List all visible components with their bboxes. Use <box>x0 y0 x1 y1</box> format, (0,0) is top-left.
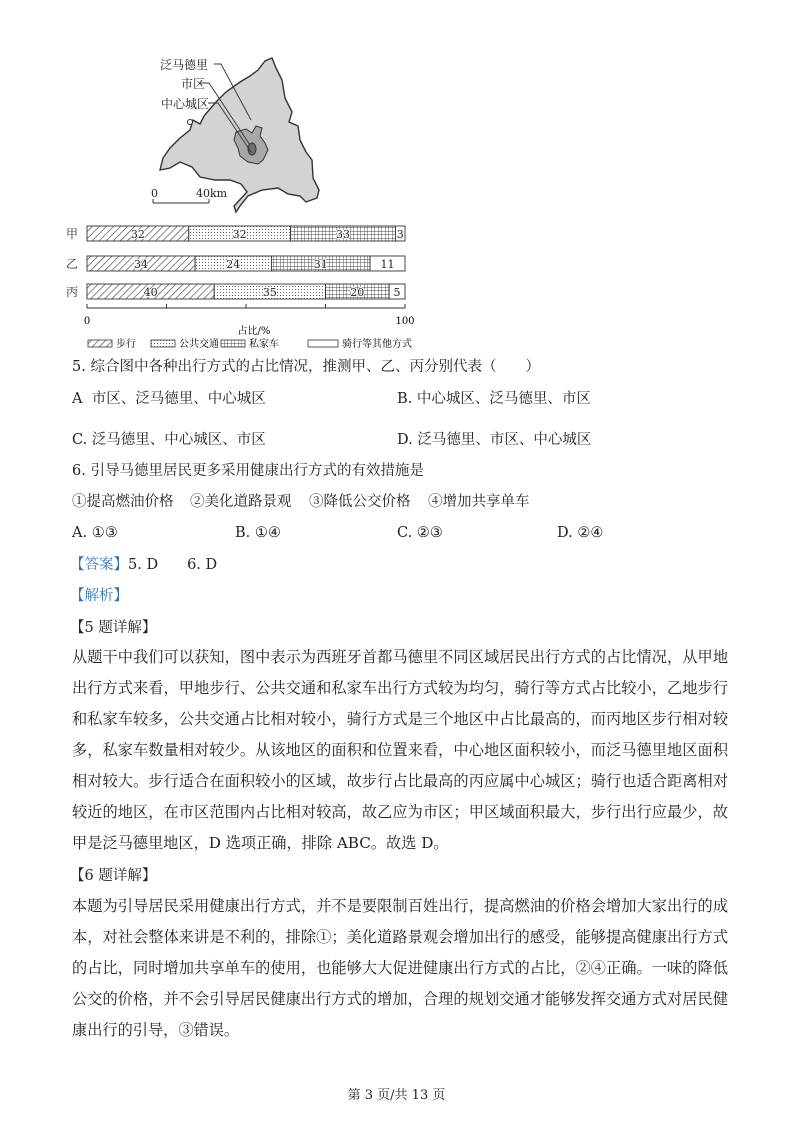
q5-option-c[interactable] <box>72 430 266 450</box>
detail6-title: 【6 题详解】 <box>70 868 157 884</box>
data-label: 33 <box>335 228 350 241</box>
option-label: D. <box>397 432 413 448</box>
detail5-body: 从题干中我们可以获知，图中表示为西班牙首都马德里不同区域居民出行方式的占比情况，从甲地出行方式来看，甲地步行、公共交通和私家车出行方式较为均匀，骑行等方式占比较小，乙地步行和私家车较多，公共交通占比相对较小，骑行方式是三个地区中占比最高的，而丙地区步行相对较多，私家车数量相对较少。从该地区的面积和位置来看，中心地区面积较小，而泛马德里地区面积相对较大。步行适合在面积较小的区域，故步行占比最高的丙应属中心城区；骑行也适合距离相对较近的地区，在市区范围内占比相对较高，故乙应为市区；甲区域面积最大，步行出行应最少，故甲是泛马德里地区，D 选项正确，排除 ABC。故选 D。 <box>72 648 728 852</box>
detail5-title: 【5 题详解】 <box>70 620 157 636</box>
scale-end: 40km <box>196 187 228 200</box>
option-text: 中心城区、泛马德里、市区 <box>416 391 591 407</box>
data-label: 3 <box>396 228 404 241</box>
travel-mode-chart <box>0 0 793 360</box>
q6-stem: 6. 引导马德里居民更多采用健康出行方式的有效措施是 <box>72 463 424 479</box>
category-label: 甲 <box>66 227 79 241</box>
option-text: 泛马德里、市区、中心城区 <box>417 432 592 448</box>
q6-option-c[interactable]: C. ②③ <box>397 525 443 541</box>
data-label: 20 <box>350 286 365 299</box>
q6-option-b[interactable]: B. ①④ <box>235 525 281 541</box>
q6-option-a[interactable]: A. ①③ <box>72 525 118 541</box>
detail6-body: 本题为引导居民采用健康出行方式，并不是要限制百姓出行，提高燃油的价格会增加大家出行的成本，对社会整体来讲是不利的，排除①；美化道路景观会增加出行的感受，能够提高健康出行方式的占比，同时增加共享单车的使用，也能够大大促进健康出行方式的占比，②④正确。一味的降低公交的价格，并不会引导居民健康出行方式的增加，合理的规划交通才能够发挥交通方式对居民健康出行的引导，③错误。 <box>72 897 728 1039</box>
data-label: 31 <box>313 258 328 271</box>
legend-label: 步行 <box>116 339 136 350</box>
q6-item-1: ①提高燃油价格 <box>72 494 174 510</box>
legend-label: 私家车 <box>249 339 279 350</box>
q6-item-2: ②美化道路景观 <box>190 494 292 510</box>
q5-option-d[interactable] <box>397 430 591 450</box>
legend-label: 骑行等其他方式 <box>342 339 412 350</box>
answer-tag: 【答案】 <box>70 557 128 573</box>
data-label: 40 <box>143 286 158 299</box>
answer-line <box>70 555 217 575</box>
map-label-pan-madrid: 泛马德里 <box>160 58 209 72</box>
legend-swatch <box>221 340 245 347</box>
x-tick-label: 0 <box>83 316 91 327</box>
data-label: 24 <box>226 258 241 271</box>
option-text: 泛马德里、中心城区、市区 <box>91 432 266 448</box>
x-tick-label: 100 <box>395 316 415 327</box>
map-label-central-district: 中心城区 <box>161 97 210 111</box>
legend-swatch <box>151 340 175 347</box>
x-axis-label: 占比/% <box>237 326 271 337</box>
data-label: 11 <box>380 258 395 271</box>
q5-option-b[interactable] <box>397 389 591 409</box>
q5-stem: 5. 综合图中各种出行方式的占比情况，推测甲、乙、丙分别代表（ ） <box>72 359 540 375</box>
page-footer: 第 3 页/共 13 页 <box>347 1088 446 1103</box>
q6-item-4: ④增加共享单车 <box>428 494 530 510</box>
category-label: 乙 <box>66 257 79 271</box>
q6-item-3: ③降低公交价格 <box>309 494 411 510</box>
data-label: 34 <box>134 258 149 271</box>
analysis-tag: 【解析】 <box>70 588 128 604</box>
option-text: 市区、泛马德里、中心城区 <box>91 391 266 407</box>
q5-option-a[interactable] <box>72 389 266 409</box>
option-label: C. <box>72 432 88 448</box>
data-label: 32 <box>130 228 145 241</box>
legend-label: 公共交通 <box>179 339 219 350</box>
scale-start: 0 <box>151 187 158 200</box>
option-label: A <box>72 391 83 407</box>
legend-swatch <box>308 340 338 347</box>
answer-text: 5. D 6. D <box>128 557 218 573</box>
data-label: 32 <box>232 228 247 241</box>
data-label: 35 <box>262 286 277 299</box>
category-label: 丙 <box>66 285 79 299</box>
q6-option-d[interactable]: D. ②④ <box>557 525 604 541</box>
data-label: 5 <box>393 286 401 299</box>
map-label-city: 市区 <box>181 77 206 91</box>
option-label: B. <box>397 391 413 407</box>
legend-swatch <box>88 340 112 347</box>
